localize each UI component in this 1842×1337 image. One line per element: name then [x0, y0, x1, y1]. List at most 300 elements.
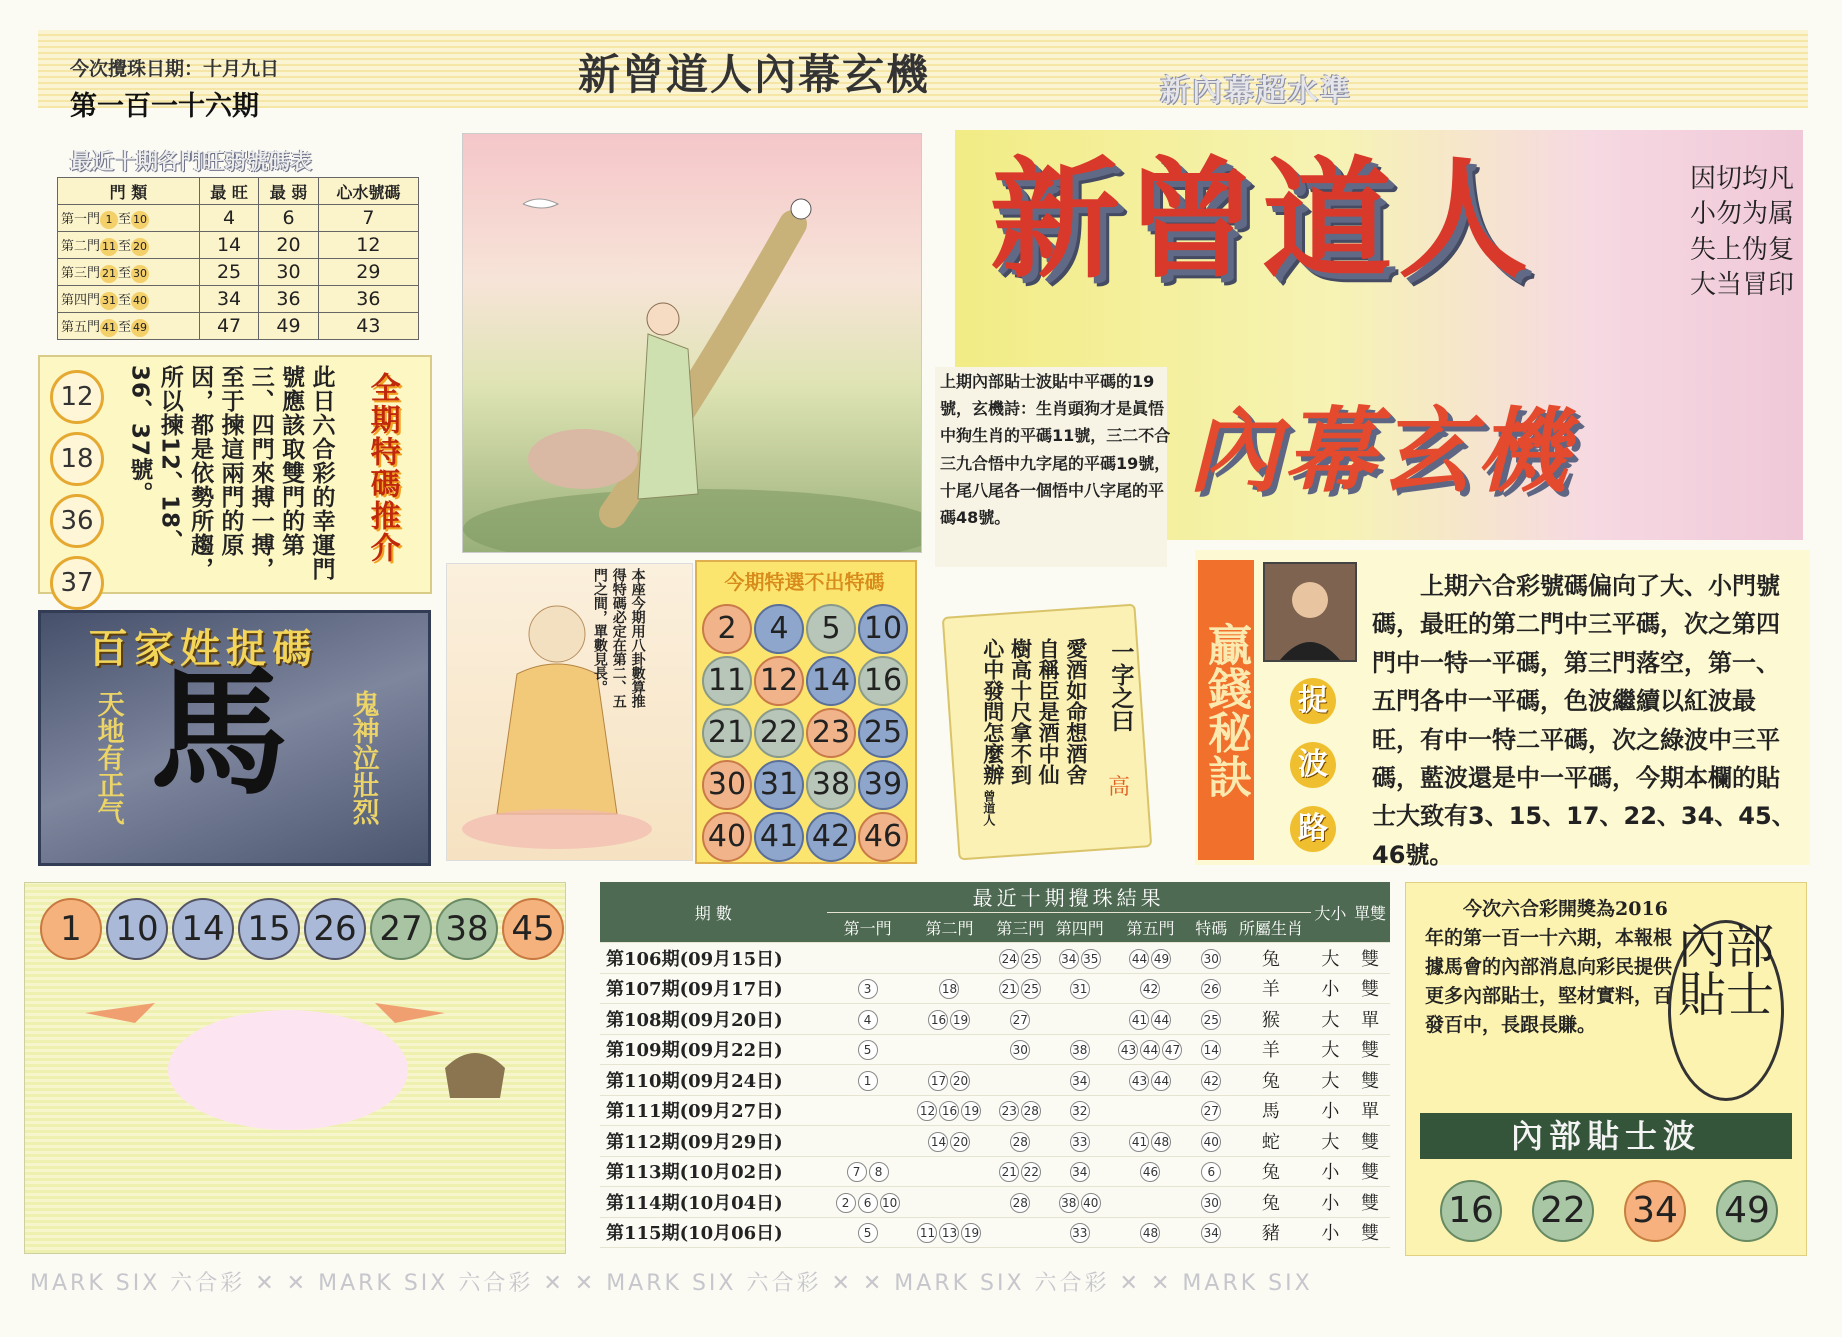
history-row: [600, 1126, 1390, 1157]
drawn-number: 12: [917, 1101, 937, 1121]
deity-note-panel: [446, 563, 693, 861]
drawn-number: 28: [1010, 1193, 1030, 1213]
size-cell: 大: [1311, 943, 1351, 974]
issue-number: 第一百一十六期: [70, 91, 259, 122]
drawn-number: 24: [999, 949, 1019, 969]
hot-number-ball: 40: [702, 812, 752, 862]
hot-number-ball: 12: [754, 656, 804, 706]
size-cell: 小: [1311, 1217, 1351, 1248]
drawn-number: 22: [1021, 1162, 1041, 1182]
gate-range-start: 41: [100, 319, 118, 337]
drawn-number: 40: [1081, 1193, 1101, 1213]
history-row: [600, 1065, 1390, 1096]
gate-numbers-cell: [1050, 1065, 1110, 1096]
hot-number-ball: 4: [754, 604, 804, 654]
hot-number-ball: 42: [806, 812, 856, 862]
result-number-ball: 10: [106, 898, 168, 960]
drawn-number: 34: [1059, 949, 1079, 969]
tip-number-ball: 37: [50, 556, 104, 610]
zodiac-cell: 羊: [1231, 1034, 1310, 1065]
scroll-title: 一字之曰: [1107, 640, 1134, 732]
parity-cell: 雙: [1350, 1034, 1390, 1065]
gate-numbers-cell: [990, 1187, 1050, 1218]
scholar-illustration: [462, 133, 922, 553]
zodiac-cell: 兔: [1231, 1065, 1310, 1096]
gate-numbers-cell: [990, 1095, 1050, 1126]
special-number-cell: [1191, 1126, 1231, 1157]
drawn-number: 20: [950, 1132, 970, 1152]
gate-numbers-cell: [1050, 943, 1110, 974]
special-number: 27: [1201, 1101, 1221, 1121]
banner-poem-line: 失上伪复: [1690, 234, 1795, 265]
zodiac-cell: 兔: [1231, 943, 1310, 974]
gate-numbers-cell: [909, 1095, 991, 1126]
drawn-number: 27: [1010, 1010, 1030, 1030]
tip-title: 全期特碼推介: [364, 372, 400, 564]
drawn-number: 43: [1129, 1071, 1149, 1091]
special-number: 30: [1201, 1193, 1221, 1213]
gate-column-header: 第一門: [827, 912, 909, 943]
insider-number-ball: 16: [1440, 1180, 1502, 1242]
gate-range-start: 1: [100, 211, 118, 229]
period-cell: 第107期(09月17日): [600, 973, 827, 1004]
special-number-cell: [1191, 1156, 1231, 1187]
gate-numbers-cell: [1110, 943, 1192, 974]
special-number-cell: [1191, 1065, 1231, 1096]
hot-number-ball: 2: [702, 604, 752, 654]
wave-labels: [1290, 678, 1336, 870]
banner-poem-line: 大当冒印: [1690, 270, 1795, 301]
special-number-cell: [1191, 1095, 1231, 1126]
stats-column-header: 最 旺: [199, 178, 258, 205]
wave-label: 路: [1290, 806, 1336, 852]
size-cell: 小: [1311, 1156, 1351, 1187]
range-sep: 至: [118, 265, 132, 281]
gate-range-start: 31: [100, 292, 118, 310]
gate-range-start: 21: [100, 265, 118, 283]
gate-numbers-cell: [1110, 1156, 1192, 1187]
period-cell: 第106期(09月15日): [600, 943, 827, 974]
parity-cell: 雙: [1350, 1187, 1390, 1218]
scroll-poem-line: 自稱臣是酒中仙: [1036, 638, 1061, 785]
period-cell: 第108期(09月20日): [600, 1004, 827, 1035]
period-cell: 第111期(09月27日): [600, 1095, 827, 1126]
insider-bar: 內部貼士波: [1420, 1113, 1792, 1159]
history-caption: 最近十期攪珠結果: [827, 882, 1311, 912]
drawn-number: 21: [999, 1162, 1019, 1182]
special-column-header: 特碼: [1191, 912, 1231, 943]
surname-title: 百家姓捉碼: [88, 626, 318, 672]
drawn-number: 25: [1021, 979, 1041, 999]
zodiac-cell: 豬: [1231, 1217, 1310, 1248]
gate-numbers-cell: [1050, 1095, 1110, 1126]
size-header: 大小: [1311, 882, 1351, 943]
gate-numbers-cell: [909, 1126, 991, 1157]
gate-numbers-cell: [909, 1156, 991, 1187]
stats-gate-cell: [58, 232, 200, 259]
drawn-number: 11: [917, 1223, 937, 1243]
special-number-cell: [1191, 1004, 1231, 1035]
gate-numbers-cell: [1110, 1187, 1192, 1218]
gate-numbers-cell: [1050, 973, 1110, 1004]
history-table: [600, 882, 1390, 1248]
drawn-number: 32: [1070, 1101, 1090, 1121]
history-row: [600, 1034, 1390, 1065]
gate-numbers-cell: [1050, 1004, 1110, 1035]
drawn-number: 31: [1070, 979, 1090, 999]
drawn-number: 19: [961, 1101, 981, 1121]
gate-numbers-cell: [909, 1065, 991, 1096]
hot-number-ball: 39: [858, 760, 908, 810]
special-number: 34: [1201, 1223, 1221, 1243]
footer-watermark: MARK SIX 六合彩 ✕ ✕ MARK SIX 六合彩 ✕ ✕ MARK SIX 六合彩 ✕ ✕ MARK SIX 六合彩 ✕ ✕ MARK SIX: [30, 1271, 1313, 1296]
gate-numbers-cell: [827, 1126, 909, 1157]
special-number: 6: [1201, 1162, 1221, 1182]
period-cell: 第114期(10月04日): [600, 1187, 827, 1218]
result-number-ball: 26: [304, 898, 366, 960]
gate-numbers-cell: [1110, 1034, 1192, 1065]
history-row: [600, 943, 1390, 974]
surname-character: 馬: [150, 653, 289, 814]
drawn-number: 47: [1162, 1040, 1182, 1060]
insider-number-ball: 49: [1716, 1180, 1778, 1242]
gate-column-header: 第五門: [1110, 912, 1192, 943]
drawn-number: 3: [858, 979, 878, 999]
zodiac-cell: 蛇: [1231, 1126, 1310, 1157]
hot-number-ball: 10: [858, 604, 908, 654]
drawn-number: 48: [1151, 1132, 1171, 1152]
parity-cell: 雙: [1350, 943, 1390, 974]
zodiac-cell: 羊: [1231, 973, 1310, 1004]
stats-row: [58, 232, 419, 259]
stats-column-header: 最 弱: [259, 178, 318, 205]
special-number-cell: [1191, 1217, 1231, 1248]
gate-numbers-cell: [1110, 1126, 1192, 1157]
stats-column-header: 門 類: [58, 178, 200, 205]
special-number-cell: [1191, 1034, 1231, 1065]
hot-number-ball: 11: [702, 656, 752, 706]
surname-left-text: 天地有正气: [92, 690, 124, 825]
gate-name: 第四門: [61, 292, 101, 308]
gate-numbers-cell: [990, 1126, 1050, 1157]
special-number: 25: [1201, 1010, 1221, 1030]
gate-range-end: 49: [131, 319, 149, 337]
drawn-number: 46: [1140, 1162, 1160, 1182]
drawn-number: 34: [1070, 1162, 1090, 1182]
gate-numbers-cell: [909, 1004, 991, 1035]
result-number-ball: 45: [502, 898, 564, 960]
insider-text: 今次六合彩開獎為2016年的第一百一十六期，本報根據馬會的內部消息向彩民提供更多內部貼士，堅材實料，百發百中，長跟長賺。: [1425, 898, 1673, 1037]
gate-numbers-cell: [827, 973, 909, 1004]
history-row: [600, 1095, 1390, 1126]
scroll-poem: [978, 638, 1089, 808]
last-tip-text: 上期內部貼士波貼中平碼的19號，玄機詩：生肖頭狗才是眞悟中狗生肖的平碼11號，三二不合三九合悟中九字尾的平碼19號，十尾八尾各一個悟中八字尾的平碼48號。: [940, 372, 1171, 527]
drawn-number: 7: [847, 1162, 867, 1182]
hot-number-ball: 38: [806, 760, 856, 810]
gate-name: 第二門: [61, 238, 101, 254]
special-number: 40: [1201, 1132, 1221, 1152]
hot-numbers-grid: [702, 604, 908, 862]
size-cell: 大: [1311, 1065, 1351, 1096]
drawn-number: 1: [858, 1071, 878, 1091]
gate-numbers-cell: [1050, 1217, 1110, 1248]
special-number: 26: [1201, 979, 1221, 999]
history-row: [600, 973, 1390, 1004]
stats-gate-cell: [58, 259, 200, 286]
drawn-number: 17: [928, 1071, 948, 1091]
scroll-poem-line: 愛酒如命想酒舍: [1063, 638, 1088, 785]
special-number-cell: [1191, 1187, 1231, 1218]
scroll-poem-line: 樹高十尺拿不到: [1008, 638, 1033, 785]
banner-poem: [1690, 162, 1794, 303]
drawn-number: 42: [1140, 979, 1160, 999]
drawn-number: 34: [1070, 1071, 1090, 1091]
size-cell: 大: [1311, 1034, 1351, 1065]
insider-tag: [1668, 920, 1784, 1101]
drawn-number: 5: [858, 1040, 878, 1060]
tip-number-ball: 36: [50, 494, 104, 548]
gate-numbers-cell: [909, 1187, 991, 1218]
stats-hot-cell: 14: [199, 232, 258, 259]
banner-subtitle: 內幕玄機: [1188, 398, 1573, 505]
hot-number-ball: 23: [806, 708, 856, 758]
range-sep: 至: [118, 292, 132, 308]
hot-number-ball: 16: [858, 656, 908, 706]
special-number-cell: [1191, 973, 1231, 1004]
gate-range-start: 11: [100, 238, 118, 256]
parity-cell: 雙: [1350, 973, 1390, 1004]
gate-numbers-cell: [1110, 973, 1192, 1004]
drawn-number: 44: [1151, 1010, 1171, 1030]
drawn-number: 19: [961, 1223, 981, 1243]
stats-column-header: 心水號碼: [318, 178, 418, 205]
drawn-number: 49: [1151, 949, 1171, 969]
range-sep: 至: [118, 319, 132, 335]
gate-numbers-cell: [990, 943, 1050, 974]
drawn-number: 38: [1070, 1040, 1090, 1060]
stats-table: [57, 177, 419, 340]
drawn-number: 28: [1021, 1101, 1041, 1121]
drawn-number: 28: [1010, 1132, 1030, 1152]
range-sep: 至: [118, 211, 132, 227]
drawn-number: 48: [1140, 1223, 1160, 1243]
special-number: 14: [1201, 1040, 1221, 1060]
result-number-ball: 38: [436, 898, 498, 960]
stats-hot-cell: 4: [199, 205, 258, 232]
gate-numbers-cell: [909, 973, 991, 1004]
gate-name: 第三門: [61, 265, 101, 281]
period-cell: 第112期(09月29日): [600, 1126, 827, 1157]
gate-numbers-cell: [909, 1217, 991, 1248]
parity-cell: 雙: [1350, 1126, 1390, 1157]
hot-number-ball: 14: [806, 656, 856, 706]
banner-title: 新曾道人: [990, 144, 1535, 296]
gate-numbers-cell: [1050, 1034, 1110, 1065]
gate-numbers-cell: [1110, 1004, 1192, 1035]
gate-numbers-cell: [1050, 1156, 1110, 1187]
drawn-number: 33: [1070, 1223, 1090, 1243]
stats-row: [58, 286, 419, 313]
stats-gate-cell: [58, 205, 200, 232]
result-number-ball: 1: [40, 898, 102, 960]
hot-number-ball: 31: [754, 760, 804, 810]
drawn-number: 44: [1129, 949, 1149, 969]
gate-numbers-cell: [827, 1065, 909, 1096]
period-cell: 第113期(10月02日): [600, 1156, 827, 1187]
drawn-number: 19: [950, 1010, 970, 1030]
history-row: [600, 1004, 1390, 1035]
hot-number-ball: 25: [858, 708, 908, 758]
win-secrets-text: 上期六合彩號碼偏向了大、小門號碼，最旺的第二門中三平碼，次之第四門中一特一平碼，第三門落空，第一、五門各中一平碼，色波繼續以紅波最旺，有中一特二平碼，次之綠波中三平碼，藍波還是中一平碼，今期本欄的貼士大致有3、15、17、22、34、45、46號。: [1372, 572, 1796, 869]
stats-cold-cell: 36: [259, 286, 318, 313]
insider-number-ball: 22: [1532, 1180, 1594, 1242]
tip-number-ball: 12: [50, 370, 104, 424]
gate-column-header: 第三門: [990, 912, 1050, 943]
parity-header: 單雙: [1350, 882, 1390, 943]
drawn-number: 4: [858, 1010, 878, 1030]
gate-name: 第一門: [61, 211, 101, 227]
gate-range-end: 20: [131, 238, 149, 256]
wave-label: 捉: [1290, 678, 1336, 724]
surname-right-text: 鬼神泣壯烈: [347, 690, 379, 825]
history-row: [600, 1217, 1390, 1248]
hot-numbers-title: 今期特選不出特碼: [724, 570, 885, 594]
result-oval: [168, 1010, 408, 1130]
special-number: 30: [1201, 949, 1221, 969]
gate-numbers-cell: [827, 1187, 909, 1218]
page-title: 新曾道人內幕玄機: [578, 50, 931, 99]
gate-range-end: 10: [131, 211, 149, 229]
drawn-number: 41: [1129, 1010, 1149, 1030]
parity-cell: 單: [1350, 1004, 1390, 1035]
deity-note-text: 本座今期用八卦數算推得特碼必定在第二、五門之間，單數見長。: [591, 568, 646, 708]
stats-pick-cell: 29: [318, 259, 418, 286]
stats-hot-cell: 34: [199, 286, 258, 313]
history-row: [600, 1156, 1390, 1187]
stats-cold-cell: 6: [259, 205, 318, 232]
draw-date: 今次攪珠日期：十月九日: [70, 58, 280, 80]
win-secrets-title: 贏錢秘訣: [1198, 560, 1254, 860]
hot-number-ball: 46: [858, 812, 908, 862]
gate-numbers-cell: [990, 1217, 1050, 1248]
period-cell: 第115期(10月06日): [600, 1217, 827, 1248]
scroll-seal: 高: [1108, 775, 1131, 800]
gate-range-end: 30: [131, 265, 149, 283]
banner-poem-line: 小勿为属: [1690, 199, 1795, 230]
stats-row: [58, 259, 419, 286]
drawn-number: 2: [836, 1193, 856, 1213]
gate-column-header: 第四門: [1050, 912, 1110, 943]
zodiac-cell: 猴: [1231, 1004, 1310, 1035]
drawn-number: 25: [1021, 949, 1041, 969]
gate-numbers-cell: [990, 973, 1050, 1004]
drawn-number: 41: [1129, 1132, 1149, 1152]
hot-number-ball: 21: [702, 708, 752, 758]
insider-tag-line: 貼士: [1677, 967, 1774, 1023]
drawn-number: 38: [1059, 1193, 1079, 1213]
hot-number-ball: 41: [754, 812, 804, 862]
gate-numbers-cell: [909, 943, 991, 974]
parity-cell: 雙: [1350, 1065, 1390, 1096]
size-cell: 小: [1311, 1187, 1351, 1218]
wave-label: 波: [1290, 742, 1336, 788]
drawn-number: 8: [869, 1162, 889, 1182]
gate-name: 第五門: [61, 319, 101, 335]
result-number-ball: 15: [238, 898, 300, 960]
insider-number-ball: 34: [1624, 1180, 1686, 1242]
hot-number-ball: 22: [754, 708, 804, 758]
stats-cold-cell: 30: [259, 259, 318, 286]
stats-pick-cell: 7: [318, 205, 418, 232]
drawn-number: 44: [1140, 1040, 1160, 1060]
parity-cell: 單: [1350, 1095, 1390, 1126]
zodiac-cell: 馬: [1231, 1095, 1310, 1126]
gate-column-header: 第二門: [909, 912, 991, 943]
author-portrait: [1263, 562, 1357, 662]
tip-text: 此日六合彩的幸運門號應該取雙門的第三、四門來搏一搏，至于揀這兩門的原因，都是依勢所趨，所以揀12、18、36、37號。: [126, 365, 335, 581]
tip-number-ball: 18: [50, 432, 104, 486]
gate-numbers-cell: [990, 1065, 1050, 1096]
stats-row: [58, 313, 419, 340]
gate-numbers-cell: [827, 1034, 909, 1065]
zodiac-cell: 兔: [1231, 1187, 1310, 1218]
tagline: 新內幕超水準: [1160, 74, 1352, 109]
drawn-number: 23: [999, 1101, 1019, 1121]
result-number-ball: 27: [370, 898, 432, 960]
gate-numbers-cell: [827, 1217, 909, 1248]
history-row: [600, 1187, 1390, 1218]
size-cell: 大: [1311, 1126, 1351, 1157]
drawn-number: 33: [1070, 1132, 1090, 1152]
size-cell: 大: [1311, 1004, 1351, 1035]
gate-numbers-cell: [990, 1156, 1050, 1187]
scroll-poem-line: 心中發問怎麼辦: [980, 638, 1005, 785]
result-numbers: [40, 898, 564, 960]
drawn-number: 6: [858, 1193, 878, 1213]
drawn-number: 21: [999, 979, 1019, 999]
drawn-number: 30: [1010, 1040, 1030, 1060]
drawn-number: 35: [1081, 949, 1101, 969]
stats-gate-cell: [58, 286, 200, 313]
insider-tag-line: 內部: [1677, 919, 1774, 975]
stats-pick-cell: 43: [318, 313, 418, 340]
insider-numbers: [1440, 1180, 1778, 1242]
drawn-number: 44: [1151, 1071, 1171, 1091]
drawn-number: 20: [950, 1071, 970, 1091]
gate-numbers-cell: [1110, 1217, 1192, 1248]
size-cell: 小: [1311, 1095, 1351, 1126]
drawn-number: 43: [1118, 1040, 1138, 1060]
stats-pick-cell: 36: [318, 286, 418, 313]
period-cell: 第110期(09月24日): [600, 1065, 827, 1096]
tip-numbers: [50, 370, 104, 618]
drawn-number: 16: [939, 1101, 959, 1121]
gate-numbers-cell: [827, 943, 909, 974]
range-sep: 至: [118, 238, 132, 254]
gate-numbers-cell: [1110, 1065, 1192, 1096]
parity-cell: 雙: [1350, 1217, 1390, 1248]
result-number-ball: 14: [172, 898, 234, 960]
gate-numbers-cell: [1050, 1126, 1110, 1157]
drawn-number: 16: [928, 1010, 948, 1030]
gate-numbers-cell: [1050, 1187, 1110, 1218]
zodiac-cell: 兔: [1231, 1156, 1310, 1187]
banner-poem-line: 因切均凡: [1690, 164, 1795, 194]
gate-numbers-cell: [909, 1034, 991, 1065]
gate-numbers-cell: [827, 1156, 909, 1187]
hot-number-ball: 30: [702, 760, 752, 810]
stats-hot-cell: 47: [199, 313, 258, 340]
